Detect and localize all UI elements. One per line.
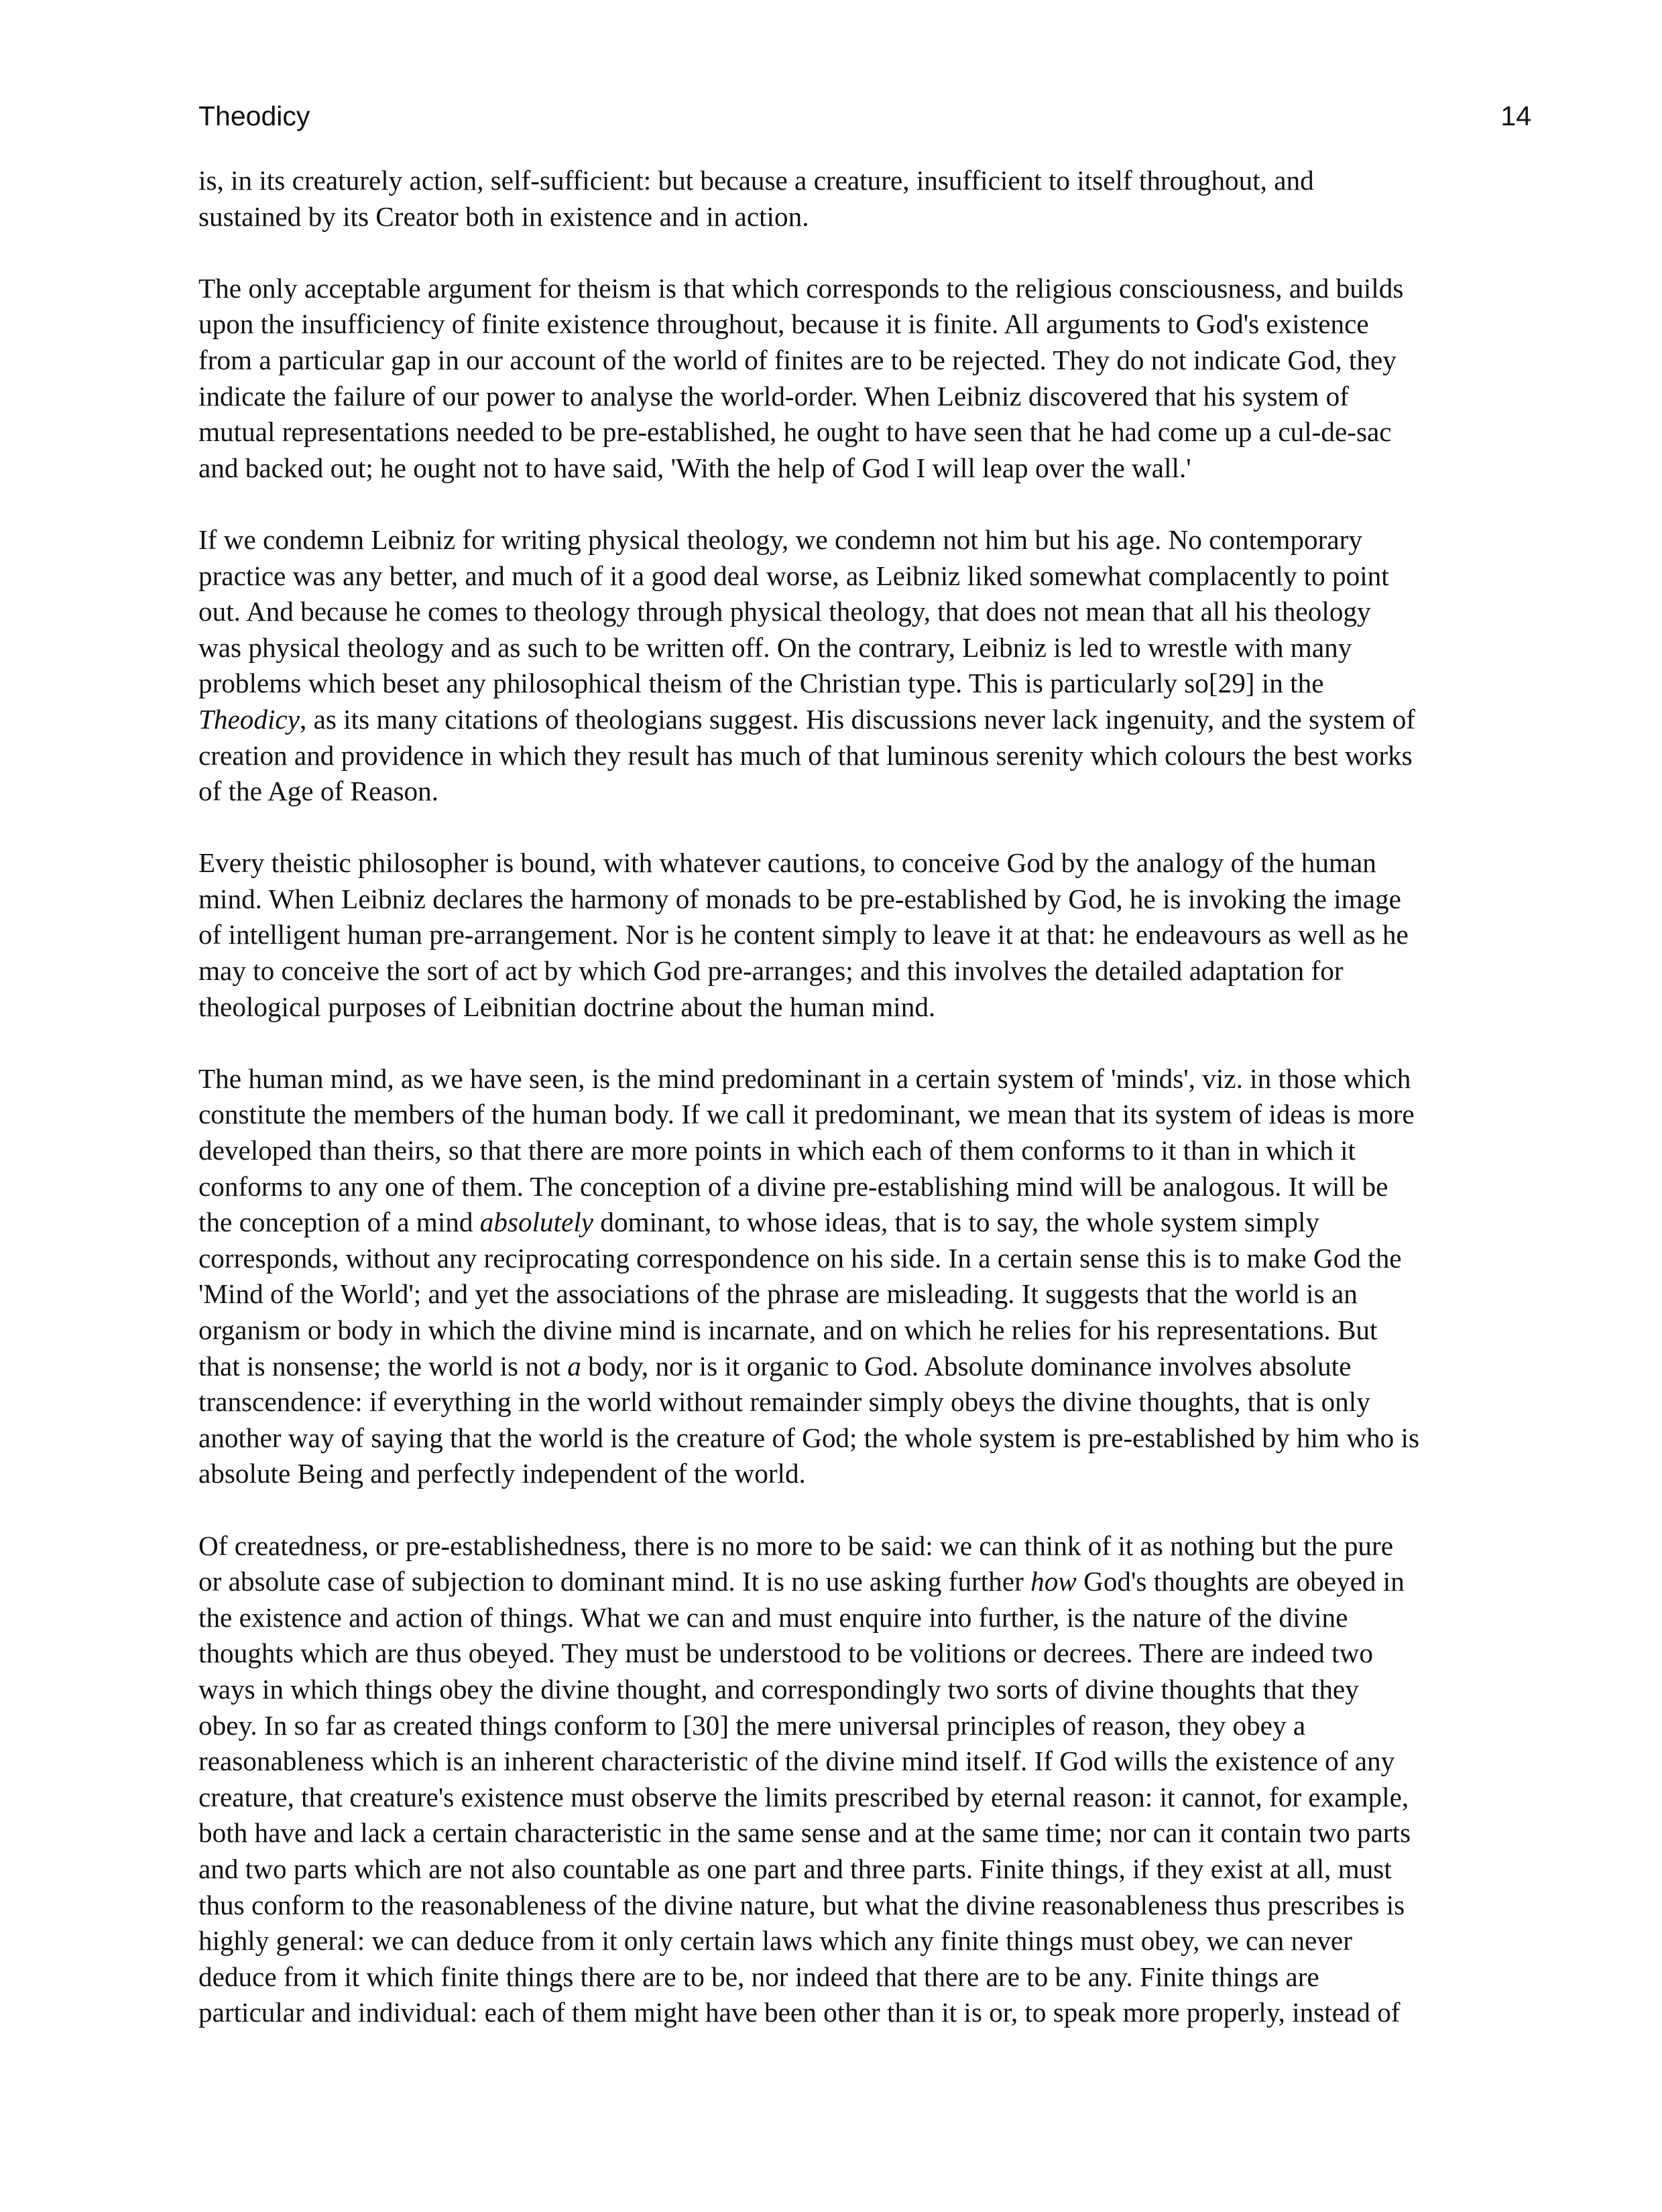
paragraph	[198, 1061, 1539, 1492]
text-run: corresponds, without any reciprocating correspondence on his side. In a certain sense this is to make God the	[198, 1242, 1402, 1274]
running-title: Theodicy	[198, 101, 310, 131]
text-run: and two parts which are not also countable as one part and three parts. Finite things, if they exist at all, must	[198, 1853, 1392, 1884]
text-run: and backed out; he ought not to have said, 'With the help of God I will leap over the wall.'	[198, 452, 1191, 483]
text-line	[198, 845, 1539, 881]
text-line	[198, 1564, 1539, 1600]
text-line	[198, 163, 1539, 199]
italic-text: absolutely	[479, 1207, 594, 1238]
text-run: is, in its creaturely action, self-sufficient: but because a creature, insufficient to itself throughout, and	[198, 165, 1314, 196]
text-line	[198, 271, 1539, 307]
text-run: the existence and action of things. What we can and must enquire into further, is the nature of the divine	[198, 1601, 1348, 1633]
text-run: dominant, to whose ideas, that is to say, the whole system simply	[593, 1207, 1320, 1238]
text-line	[198, 774, 1539, 810]
text-line	[198, 881, 1539, 918]
text-line	[198, 917, 1539, 953]
text-line	[198, 558, 1539, 595]
text-run: highly general: we can deduce from it only certain laws which any finite things must obey, we can never	[198, 1925, 1352, 1957]
text-run: problems which beset any philosophical theism of the Christian type. This is particularly so[29] in the	[198, 668, 1324, 699]
text-line	[198, 594, 1539, 630]
text-run: creature, that creature's existence must observe the limits prescribed by eternal reason: it cannot, for example,	[198, 1781, 1409, 1812]
text-line	[198, 522, 1539, 558]
text-run: out. And because he comes to theology through physical theology, that does not mean that all his theology	[198, 596, 1371, 627]
text-run: mind. When Leibniz declares the harmony of monads to be pre-established by God, he is invoking the image	[198, 883, 1401, 914]
text-line	[198, 450, 1539, 487]
text-run: from a particular gap in our account of the world of finites are to be rejected. They do not indicate God, they	[198, 344, 1397, 375]
text-line	[198, 702, 1539, 738]
text-line	[198, 1743, 1539, 1780]
text-line	[198, 1456, 1539, 1492]
text-line	[198, 1672, 1539, 1708]
text-line	[198, 1923, 1539, 1959]
text-run: creation and providence in which they result has much of that luminous serenity which colours the best works	[198, 739, 1413, 771]
text-run: Of createdness, or pre-establishedness, there is no more to be said: we can think of it as nothing but the pure	[198, 1530, 1394, 1561]
text-run: the conception of a mind	[198, 1207, 480, 1238]
text-run: theological purposes of Leibnitian doctrine about the human mind.	[198, 991, 936, 1022]
text-line	[198, 1528, 1539, 1564]
text-run: Every theistic philosopher is bound, with whatever cautions, to conceive God by the analogy of the human	[198, 847, 1376, 879]
text-line	[198, 1061, 1539, 1097]
text-run: God's thoughts are obeyed in	[1076, 1566, 1405, 1597]
text-run: another way of saying that the world is the creature of God; the whole system is pre-established by him who is	[198, 1422, 1419, 1453]
text-run: conforms to any one of them. The conception of a divine pre-establishing mind will be analogous. It will be	[198, 1170, 1388, 1202]
text-run: If we condemn Leibniz for writing physical theology, we condemn not him but his age. No contemporary	[198, 524, 1362, 555]
text-run: The only acceptable argument for theism is that which corresponds to the religious consciousness, and builds	[198, 272, 1404, 304]
text-line	[198, 666, 1539, 702]
paragraph	[198, 271, 1539, 487]
text-line	[198, 1133, 1539, 1169]
text-line	[198, 989, 1539, 1026]
text-line	[198, 1600, 1539, 1636]
text-line	[198, 306, 1539, 343]
running-header	[198, 101, 1531, 141]
paragraph	[198, 845, 1539, 1025]
paragraph	[198, 522, 1539, 810]
text-line	[198, 1097, 1539, 1133]
text-line	[198, 1349, 1539, 1385]
text-line	[198, 1276, 1539, 1312]
text-line	[198, 1780, 1539, 1816]
text-run: both have and lack a certain characteristic in the same sense and at the same time; nor can it contain two parts	[198, 1817, 1411, 1849]
text-line	[198, 1888, 1539, 1924]
text-run: practice was any better, and much of it a good deal worse, as Leibniz liked somewhat complacently to point	[198, 560, 1389, 591]
text-run: deduce from it which finite things there are to be, nor indeed that there are to be any. Finite things are	[198, 1961, 1319, 1992]
italic-text: Theodicy	[198, 703, 300, 735]
text-run: indicate the failure of our power to analyse the world-order. When Leibniz discovered that his system of	[198, 380, 1349, 412]
text-run: 'Mind of the World'; and yet the associations of the phrase are misleading. It suggests that the world is an	[198, 1278, 1358, 1310]
text-run: reasonableness which is an inherent characteristic of the divine mind itself. If God wills the existence of any	[198, 1745, 1395, 1777]
text-run: transcendence: if everything in the world without remainder simply obeys the divine thoughts, that is only	[198, 1386, 1370, 1418]
text-line	[198, 199, 1539, 235]
text-line	[198, 379, 1539, 415]
text-line	[198, 1708, 1539, 1744]
text-run: was physical theology and as such to be written off. On the contrary, Leibniz is led to wrestle with many	[198, 631, 1352, 663]
text-line	[198, 953, 1539, 989]
text-run: mutual representations needed to be pre-established, he ought to have seen that he had come up a cul-de-sac	[198, 416, 1392, 448]
text-run: of intelligent human pre-arrangement. Nor is he content simply to leave it at that: he endeavours as well as he	[198, 919, 1409, 950]
text-line	[198, 630, 1539, 666]
text-run: of the Age of Reason.	[198, 776, 439, 807]
text-line	[198, 414, 1539, 450]
text-line	[198, 343, 1539, 379]
text-line	[198, 1815, 1539, 1851]
text-run: organism or body in which the divine mind is incarnate, and on which he relies for his representations. But	[198, 1314, 1378, 1345]
text-line	[198, 1959, 1539, 1995]
text-run: may to conceive the sort of act by which God pre-arranges; and this involves the detailed adaptation for	[198, 955, 1344, 987]
text-run: ways in which things obey the divine thought, and correspondingly two sorts of divine thoughts that they	[198, 1673, 1359, 1705]
text-line	[198, 1851, 1539, 1888]
text-line	[198, 1420, 1539, 1457]
text-run: body, nor is it organic to God. Absolute dominance involves absolute	[581, 1350, 1352, 1381]
text-run: thus conform to the reasonableness of the divine nature, but what the divine reasonableness thus prescribes is	[198, 1889, 1405, 1920]
paragraph	[198, 163, 1539, 235]
text-run: developed than theirs, so that there are more points in which each of them conforms to it than in which it	[198, 1135, 1356, 1166]
text-line	[198, 1384, 1539, 1420]
text-line	[198, 738, 1539, 774]
text-run: thoughts which are thus obeyed. They must be understood to be volitions or decrees. There are indeed two	[198, 1638, 1373, 1669]
text-run: upon the insufficiency of finite existence throughout, because it is finite. All arguments to God's existence	[198, 308, 1369, 340]
text-run: constitute the members of the human body. If we call it predominant, we mean that its system of ideas is more	[198, 1099, 1415, 1130]
page-number: 14	[1500, 101, 1531, 131]
text-run: The human mind, as we have seen, is the mind predominant in a certain system of 'minds', viz. in those which	[198, 1062, 1411, 1094]
text-run: or absolute case of subjection to dominant mind. It is no use asking further	[198, 1566, 1031, 1597]
body-text	[198, 163, 1539, 2031]
text-line	[198, 1995, 1539, 2031]
paragraph	[198, 1528, 1539, 2031]
text-run: , as its many citations of theologians suggest. His discussions never lack ingenuity, and the system of	[299, 703, 1416, 735]
italic-text: a	[567, 1350, 581, 1381]
text-line	[198, 1169, 1539, 1205]
text-run: absolute Being and perfectly independent of the world.	[198, 1458, 806, 1489]
text-line	[198, 1636, 1539, 1672]
text-run: particular and individual: each of them might have been other than it is or, to speak more properly, instead of	[198, 1997, 1401, 2028]
text-run: that is nonsense; the world is not	[198, 1350, 568, 1381]
text-line	[198, 1312, 1539, 1349]
text-run: sustained by its Creator both in existence and in action.	[198, 200, 809, 232]
italic-text: how	[1030, 1566, 1077, 1597]
text-line	[198, 1205, 1539, 1241]
text-line	[198, 1241, 1539, 1277]
text-run: obey. In so far as created things conform to [30] the mere universal principles of reason, they obey a	[198, 1709, 1306, 1741]
